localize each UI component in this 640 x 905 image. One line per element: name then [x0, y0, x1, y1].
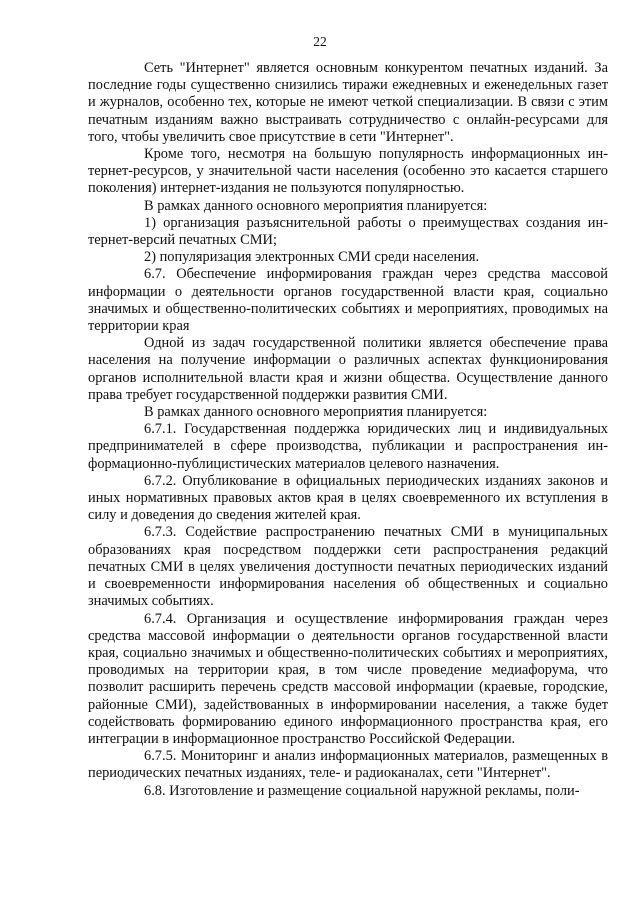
item-6-8: 6.8. Изготовление и размещение социальной наружной рекламы, поли- — [144, 782, 580, 799]
item-6-7-2: 6.7.2. Опубликование в официальных периодических изданиях законов и иных нормативных правовых актов края в целях своевременного их вступления в силу и доведения до сведения жителей края. — [88, 472, 608, 524]
paragraph-planned-activities-intro-2: В рамках данного основного мероприятия планируется: — [144, 404, 488, 421]
body-text — [88, 60, 608, 800]
list-item-1: 1) организация разъяснительной работы о преимуществах создания интернет-версий печатных СМИ; — [88, 214, 608, 249]
paragraph-planned-activities-intro: В рамках данного основного мероприятия планируется: — [144, 197, 488, 214]
page-number: 22 — [313, 34, 327, 49]
item-6-7-4: 6.7.4. Организация и осуществление информирования граждан через средства массовой информации о деятельности органов государственной власти края, социально значимых и общественно-политических событиях и мероприятиях, проводимых на территории края, в том числе проведение медиафорума, что позволит расширить перечень средств массовой информации (краевые, городские, районные СМИ), задействованных в информировании населения, а также будет содействовать формированию единого информационного пространства края, его интеграции в информационное пространство Российской Федерации. — [88, 610, 608, 747]
paragraph-internet-competitor: Сеть "Интернет" является основным конкурентом печатных изданий. За последние годы существенно снизились тиражи ежедневных и еженедельных газет и журналов, особенно тех, которые не имеют четкой специализации. В связи с этим печатным изданиям важно выстраивать сотрудничество с онлайн-ресурсами для того, чтобы увеличить свое присутствие в сети "Интернет". — [88, 60, 608, 145]
list-item-2: 2) популяризация электронных СМИ среди населения. — [144, 249, 480, 266]
paragraph-older-generation: Кроме того, несмотря на большую популярность информационных интернет-ресурсов, у значительной части населения (особенно это касается старшего поколения) интернет-издания не пользуются популярностью. — [88, 146, 608, 197]
item-6-7-1: 6.7.1. Государственная поддержка юридических лиц и индивидуальных предпринимателей в сфере производства, публикации и распространения информационно-публицистических материалов целевого назначения. — [88, 421, 608, 472]
section-heading-6-7: 6.7. Обеспечение информирования граждан через средства массовой информации о деятельности органов государственной власти края, социально значимых и общественно-политических событиях и мероприятиях, проводимых на территории края — [88, 266, 608, 335]
item-6-7-3: 6.7.3. Содействие распространению печатных СМИ в муниципальных образованиях края посредством поддержки сети распространения редакций печатных СМИ в целях увеличения доступности печатных периодических изданий и своевременности информирования населения об общественных и социально значимых событиях. — [88, 524, 608, 610]
paragraph-state-policy: Одной из задач государственной политики является обеспечение права населения на получение информации о различных аспектах функционирования органов исполнительной власти края и жизни общества. Осуществление данного права требует государственной поддержки развития СМИ. — [88, 335, 608, 403]
item-6-7-5: 6.7.5. Мониторинг и анализ информационных материалов, размещенных в периодических печатных изданиях, теле- и радиоканалах, сети "Интернет". — [88, 748, 608, 782]
